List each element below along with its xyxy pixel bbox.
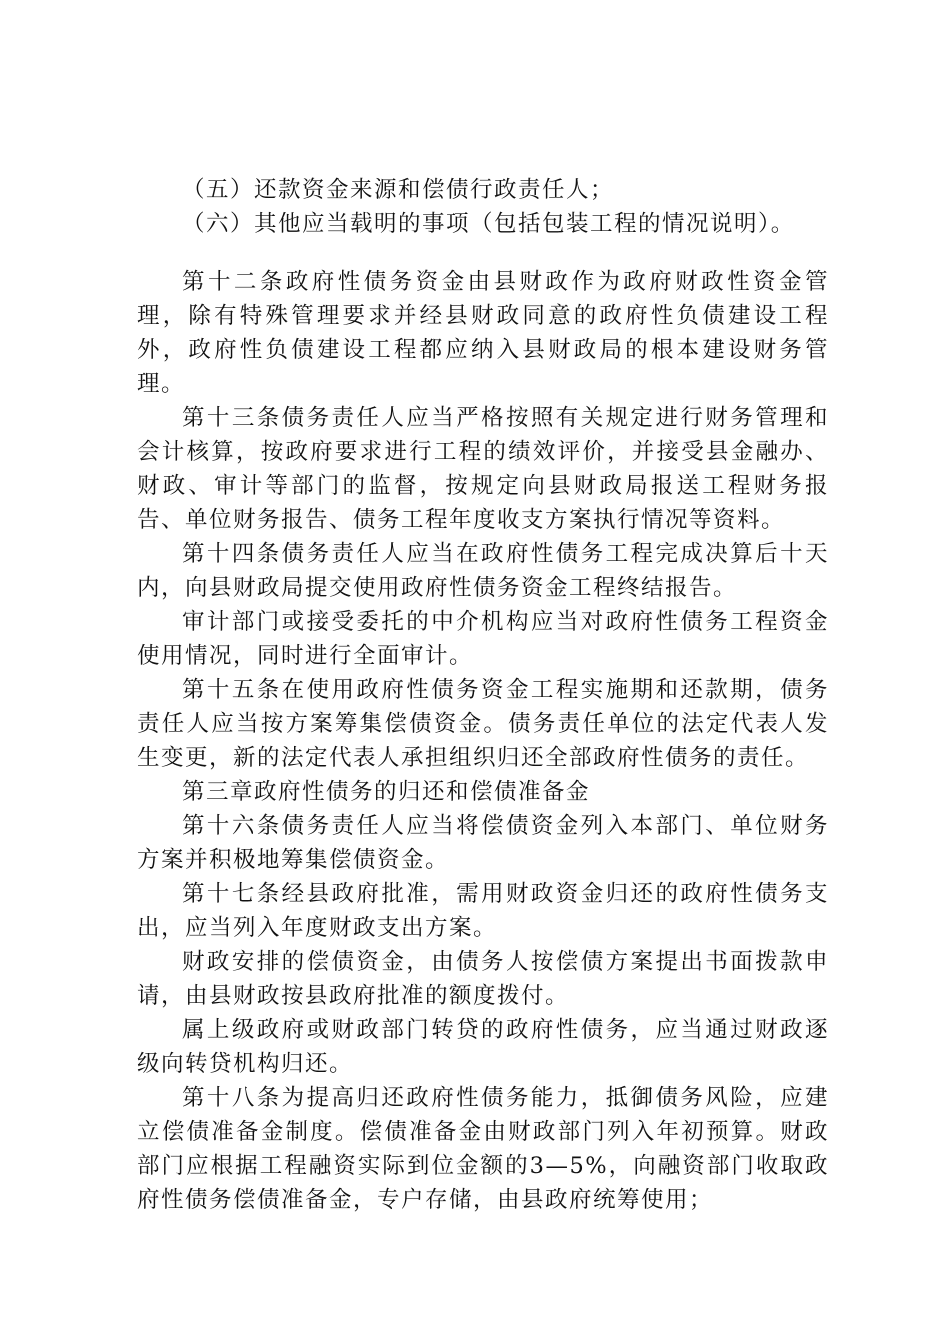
item-list (137, 173, 837, 241)
funding-paragraph: 财政安排的偿债资金，由债务人按偿债方案提出书面拨款申请，由县财政按县政府批准的额度拨付。 (137, 949, 829, 1009)
article-14-paragraph: 第十四条债务责任人应当在政府性债务工程完成决算后十天内，向县财政局提交使用政府性债务资金工程终结报告。 (137, 541, 829, 601)
audit-paragraph: 审计部门或接受委托的中介机构应当对政府性债务工程资金使用情况，同时进行全面审计。 (137, 609, 829, 669)
article-13-paragraph: 第十三条债务责任人应当严格按照有关规定进行财务管理和会计核算，按政府要求进行工程的绩效评价，并接受县金融办、财政、审计等部门的监督，按规定向县财政局报送工程财务报告、单位财务报告、债务工程年度收支方案执行情况等资料。 (137, 405, 829, 533)
document-body (137, 265, 829, 1217)
chapter-3-heading: 第三章政府性债务的归还和偿债准备金 (182, 779, 591, 805)
article-18-paragraph: 第十八条为提高归还政府性债务能力，抵御债务风险，应建立偿债准备金制度。偿债准备金由财政部门列入年初预算。财政部门应根据工程融资实际到位金额的3—5%，向融资部门收取政府性债务偿债准备金，专户存储，由县政府统筹使用； (137, 1085, 829, 1213)
article-16-paragraph: 第十六条债务责任人应当将偿债资金列入本部门、单位财务方案并积极地筹集偿债资金。 (137, 813, 829, 873)
list-item: （六）其他应当载明的事项（包括包装工程的情况说明）。 (182, 211, 795, 237)
article-15-paragraph: 第十五条在使用政府性债务资金工程实施期和还款期，债务责任人应当按方案筹集偿债资金。债务责任单位的法定代表人发生变更，新的法定代表人承担组织归还全部政府性债务的责任。 (137, 677, 829, 771)
article-17-paragraph: 第十七条经县政府批准，需用财政资金归还的政府性债务支出，应当列入年度财政支出方案。 (137, 881, 829, 941)
onlending-paragraph: 属上级政府或财政部门转贷的政府性债务，应当通过财政逐级向转贷机构归还。 (137, 1017, 829, 1077)
list-item: （五）还款资金来源和偿债行政责任人； (182, 177, 615, 203)
article-12-paragraph: 第十二条政府性债务资金由县财政作为政府财政性资金管理，除有特殊管理要求并经县财政同意的政府性负债建设工程外，政府性负债建设工程都应纳入县财政局的根本建设财务管理。 (137, 269, 829, 397)
